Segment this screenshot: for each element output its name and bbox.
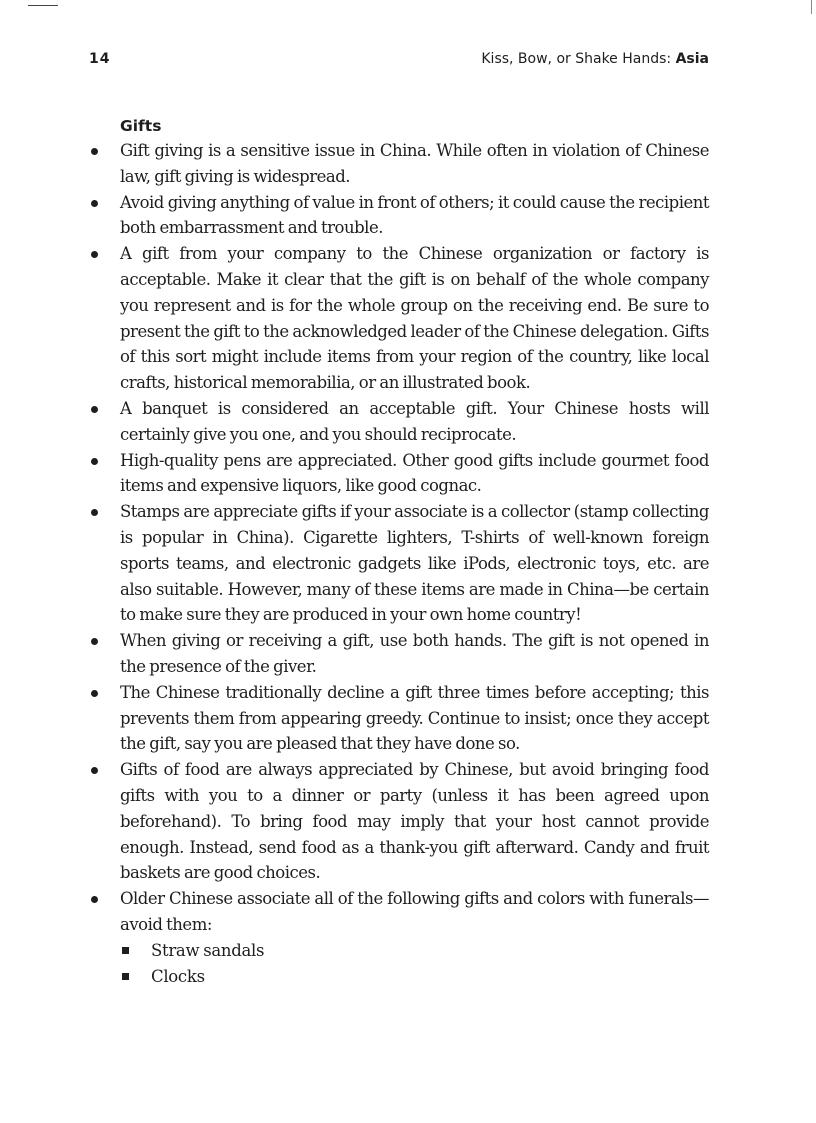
bullet-icon <box>91 406 98 413</box>
list-item-text: A gift from your company to the Chinese organization or factory is acceptable. Make it clear that the gift is on behalf of the whole company you represent and is for the whole group on the receiving end. Be sure to present the gift to the acknowledged leader of the Chinese delegation. Gifts of this sort might include items from your region of the country, like local crafts, historical memorabilia, or an illustrated book. <box>120 244 709 393</box>
list-item <box>89 138 709 190</box>
list-item <box>89 628 709 680</box>
list-item-text: Gift giving is a sensitive issue in China. While often in violation of Chinese law, gift giving is widespread. <box>120 141 709 186</box>
list-item-text: Gifts of food are always appreciated by Chinese, but avoid bringing food gifts with you to a dinner or party (unless it has been agreed upon beforehand). To bring food may imply that your host cannot provide enough. Instead, send food as a thank-you gift afterward. Candy and fruit baskets are good choices. <box>120 760 709 883</box>
funeral-gifts-sublist <box>120 938 709 990</box>
page-body <box>89 115 709 989</box>
list-item <box>89 886 709 989</box>
gift-tips-list <box>89 138 709 989</box>
book-title-text: Kiss, Bow, or Shake Hands: <box>481 51 676 67</box>
sub-list-item <box>120 938 709 964</box>
list-item <box>89 241 709 396</box>
page-number: 14 <box>89 51 111 67</box>
bullet-icon <box>91 638 98 645</box>
bullet-icon <box>91 896 98 903</box>
crop-mark <box>28 5 58 6</box>
list-item-text: High-quality pens are appreciated. Other good gifts include gourmet food items and expensive liquors, like good cognac. <box>120 450 709 496</box>
list-item <box>89 190 709 242</box>
list-item-text: When giving or receiving a gift, use both hands. The gift is not opened in the presence of the giver. <box>120 631 709 676</box>
list-item <box>89 757 709 886</box>
sub-list-item-text: Clocks <box>151 966 205 986</box>
square-bullet-icon <box>122 973 129 980</box>
bullet-icon <box>91 690 98 697</box>
list-item <box>89 396 709 448</box>
list-item-text: Stamps are appreciate gifts if your associate is a collector (stamp collecting is popular in China). Cigarette lighters, T-shirts of well-known foreign sports teams, and electronic gadgets like iPods, electronic toys, etc. are also suitable. However, many of these items are made in China—be certain to make sure they are produced in your own home country! <box>120 502 709 625</box>
bullet-icon <box>91 509 98 516</box>
sub-list-item <box>120 964 709 990</box>
list-item-text: Older Chinese associate all of the following gifts and colors with funerals—avoid them: <box>120 889 709 934</box>
sub-list-item-text: Straw sandals <box>151 940 265 960</box>
bullet-icon <box>91 200 98 207</box>
section-heading: Gifts <box>120 117 162 135</box>
list-item-text: A banquet is considered an acceptable gift. Your Chinese hosts will certainly give you one, and you should reciprocate. <box>120 398 709 444</box>
list-item-text: The Chinese traditionally decline a gift three times before accepting; this prevents them from appearing greedy. Continue to insist; once they accept the gift, say you are pleased that they have done so. <box>120 682 709 754</box>
square-bullet-icon <box>122 947 129 954</box>
list-item-text: Avoid giving anything of value in front of others; it could cause the recipient both embarrassment and trouble. <box>120 192 709 238</box>
bullet-icon <box>91 767 98 774</box>
bullet-icon <box>91 148 98 155</box>
list-item <box>89 680 709 757</box>
crop-mark-right <box>811 0 812 14</box>
book-title-region: Asia <box>675 51 709 67</box>
running-header <box>89 51 709 71</box>
list-item <box>89 499 709 628</box>
book-title <box>481 51 709 67</box>
list-item <box>89 448 709 500</box>
bullet-icon <box>91 251 98 258</box>
bullet-icon <box>91 458 98 465</box>
